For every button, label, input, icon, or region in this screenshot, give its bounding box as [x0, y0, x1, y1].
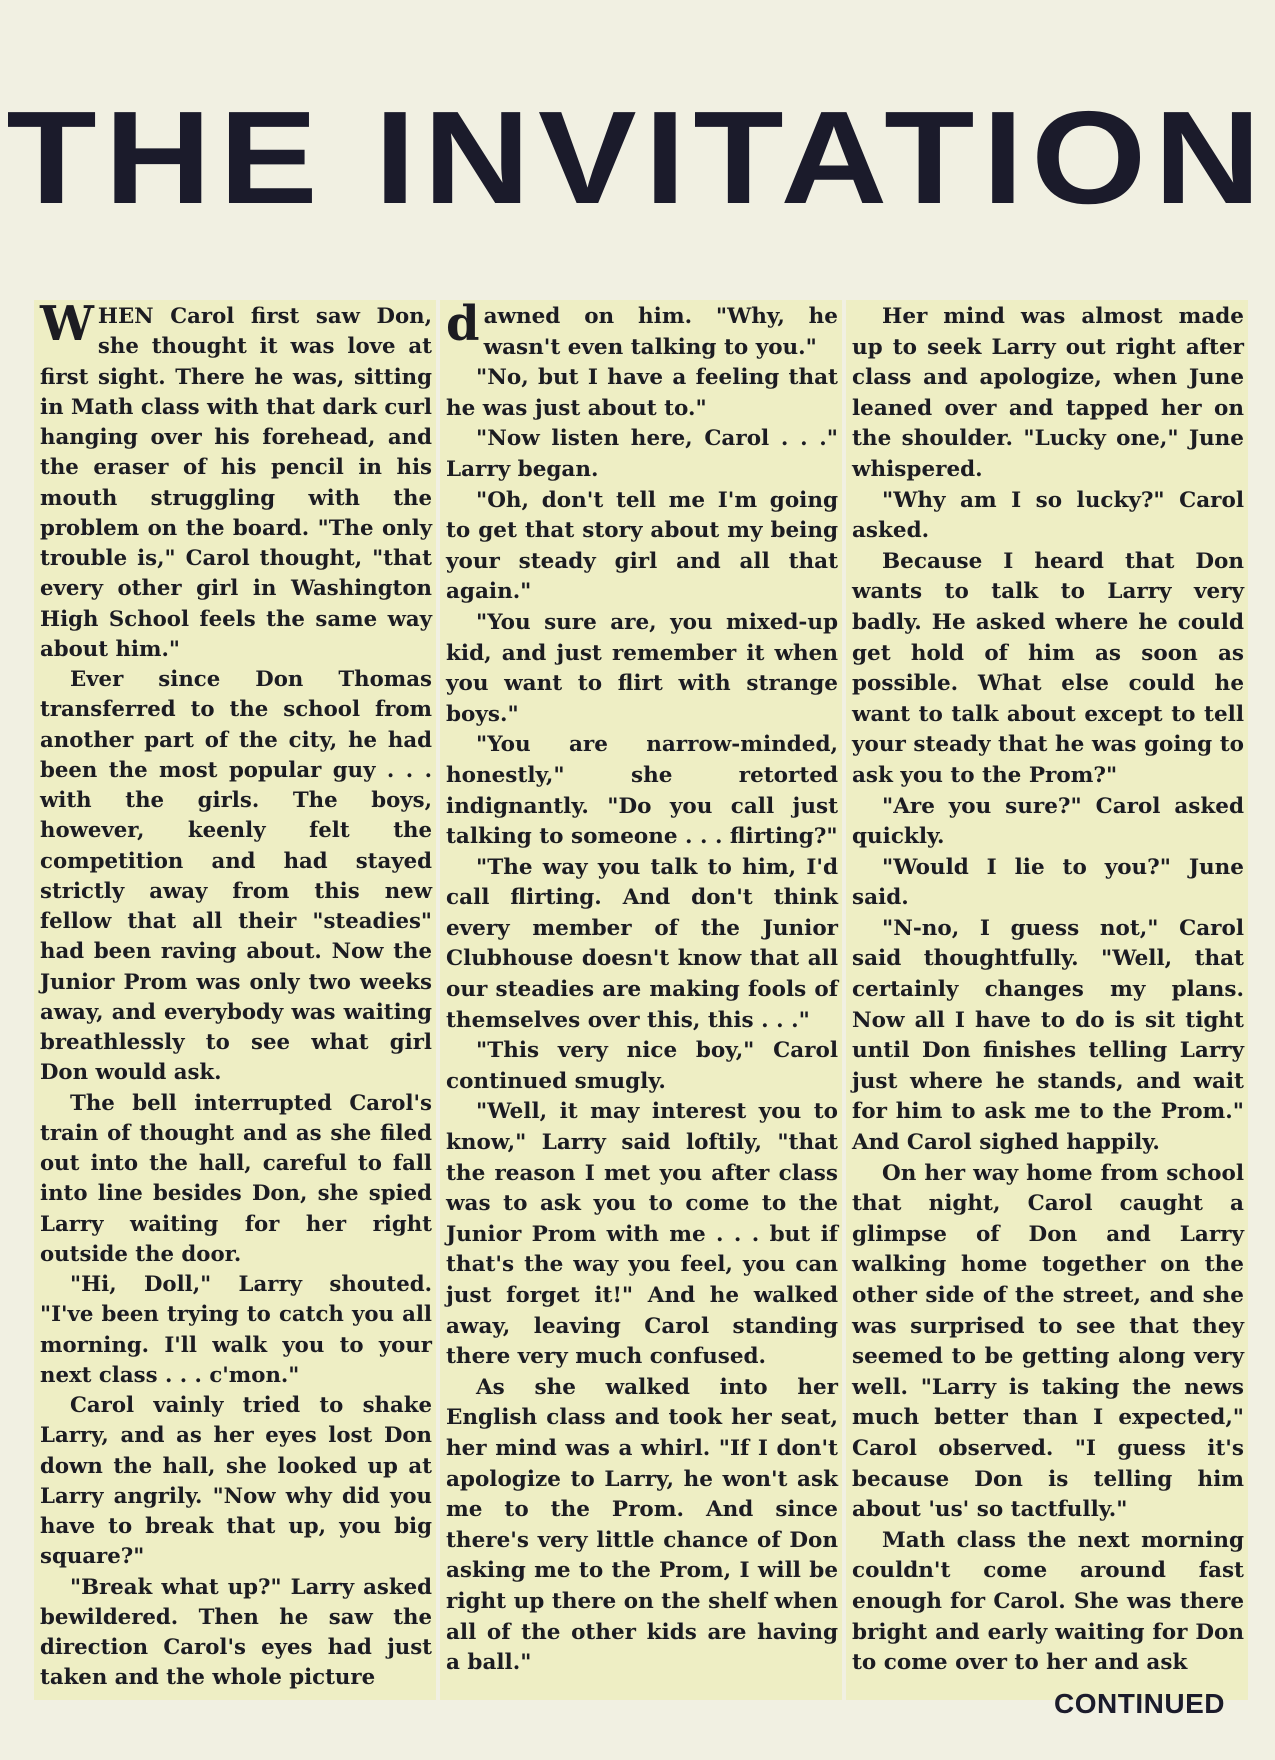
continued-label: CONTINUED — [1054, 1688, 1225, 1719]
paragraph: "No, but I have a feeling that he was just about to." — [446, 365, 838, 421]
paragraph: Ever since Don Thomas transferred to the school from another part of the city, he had been the most popular guy . . . with the girls. The boys, however, keenly felt the competition and had stayed strictly away from this new fellow that all their "steadies" had been raving about. Now the Junior Prom was only two weeks away, and everybody was waiting breathlessly to see what girl Don would ask. — [40, 667, 432, 1086]
paragraph: Because I heard that Don wants to talk to Larry very badly. He asked where he could get hold of him as soon as possible. What else could he want to talk about except to tell your steady that he was going to ask you to the Prom?" — [852, 548, 1244, 788]
paragraph: "Now listen here, Carol . . ." Larry began. — [446, 426, 838, 482]
story-title: THE INVITATION — [6, 84, 1269, 231]
paragraph: As she walked into her English class and took her seat, her mind was a whirl. "If I don't apologize to Larry, he won't ask me to the Prom. And since there's very little chance of Don asking me to the Prom, I will be right up there on the shelf when all of the other kids are having a ball." — [446, 1374, 838, 1676]
paragraph: Math class the next morning couldn't come around fast enough for Carol. She was there bright and early waiting for Don to come over to her and ask — [852, 1527, 1244, 1676]
paragraph: "Well, it may interest you to know," Larry said loftily, "that the reason I met you after class was to ask you to come to the Junior Prom with me . . . but if that's the way you feel, you can just forget it!" And he walked away, leaving Carol standing there very much confused. — [446, 1099, 838, 1370]
paragraph: "The way you talk to him, I'd call flirting. And don't think every member of the Junior Clubhouse doesn't know that all our steadies are making fools of themselves over this, this . . ." — [446, 854, 838, 1033]
paragraph: dawned on him. "Why, he wasn't even talking to you." — [446, 296, 838, 360]
paragraph: "Break what up?" Larry asked bewildered. Then he saw the direction Carol's eyes had just taken and the whole picture — [40, 1574, 432, 1691]
paragraph: Carol vainly tried to shake Larry, and as her eyes lost Don down the hall, she looked up at Larry angrily. "Now why did you have to break that up, you big square?" — [40, 1393, 432, 1570]
paragraph: WHEN Carol first saw Don, she thought it was love at first sight. There he was, sitting in Math class with that dark curl hanging over his forehead, and the eraser of his pencil in his mouth struggling with the problem on the board. "The only trouble is," Carol thought, "that every other girl in Washington High School feels the same way about him." — [40, 296, 432, 662]
paragraph: "Would I lie to you?" June said. — [852, 854, 1244, 911]
paragraph: "Oh, don't tell me I'm going to get that story about my being your steady girl and all that again." — [446, 487, 838, 605]
text-column-3 — [846, 300, 1248, 1700]
paragraph: "Hi, Doll," Larry shouted. "I've been trying to catch you all morning. I'll walk you to your next class . . . c'mon." — [40, 1272, 432, 1388]
paragraph: The bell interrupted Carol's train of thought and as she filed out into the hall, careful to fall into line besides Don, she spied Larry waiting for her right outside the door. — [40, 1090, 432, 1267]
paragraph: "Why am I so lucky?" Carol asked. — [852, 487, 1244, 544]
paragraph: "This very nice boy," Carol continued smugly. — [446, 1038, 838, 1094]
paragraph: "Are you sure?" Carol asked quickly. — [852, 793, 1244, 850]
paragraph: "You sure are, you mixed-up kid, and just remember it when you want to flirt with strange boys." — [446, 609, 838, 727]
text-column-1 — [34, 296, 436, 1700]
text-column-2 — [440, 296, 842, 1700]
paragraph: "You are narrow-minded, honestly," she retorted indignantly. "Do you call just talking to someone . . . flirting?" — [446, 732, 838, 850]
paragraph: Her mind was almost made up to seek Larry out right after class and apologize, when June leaned over and tapped her on the shoulder. "Lucky one," June whispered. — [852, 304, 1244, 482]
paragraph: On her way home from school that night, Carol caught a glimpse of Don and Larry walking home together on the other side of the street, and she was surprised to see that they seemed to be getting along very well. "Larry is taking the news much better than I expected," Carol observed. "I guess it's because Don is telling him about 'us' so tactfully." — [852, 1160, 1244, 1523]
paragraph: "N-no, I guess not," Carol said thoughtfully. "Well, that certainly changes my plans. Now all I have to do is sit tight until Don finishes telling Larry just where he stands, and wait for him to ask me to the Prom." And Carol sighed happily. — [852, 915, 1244, 1156]
